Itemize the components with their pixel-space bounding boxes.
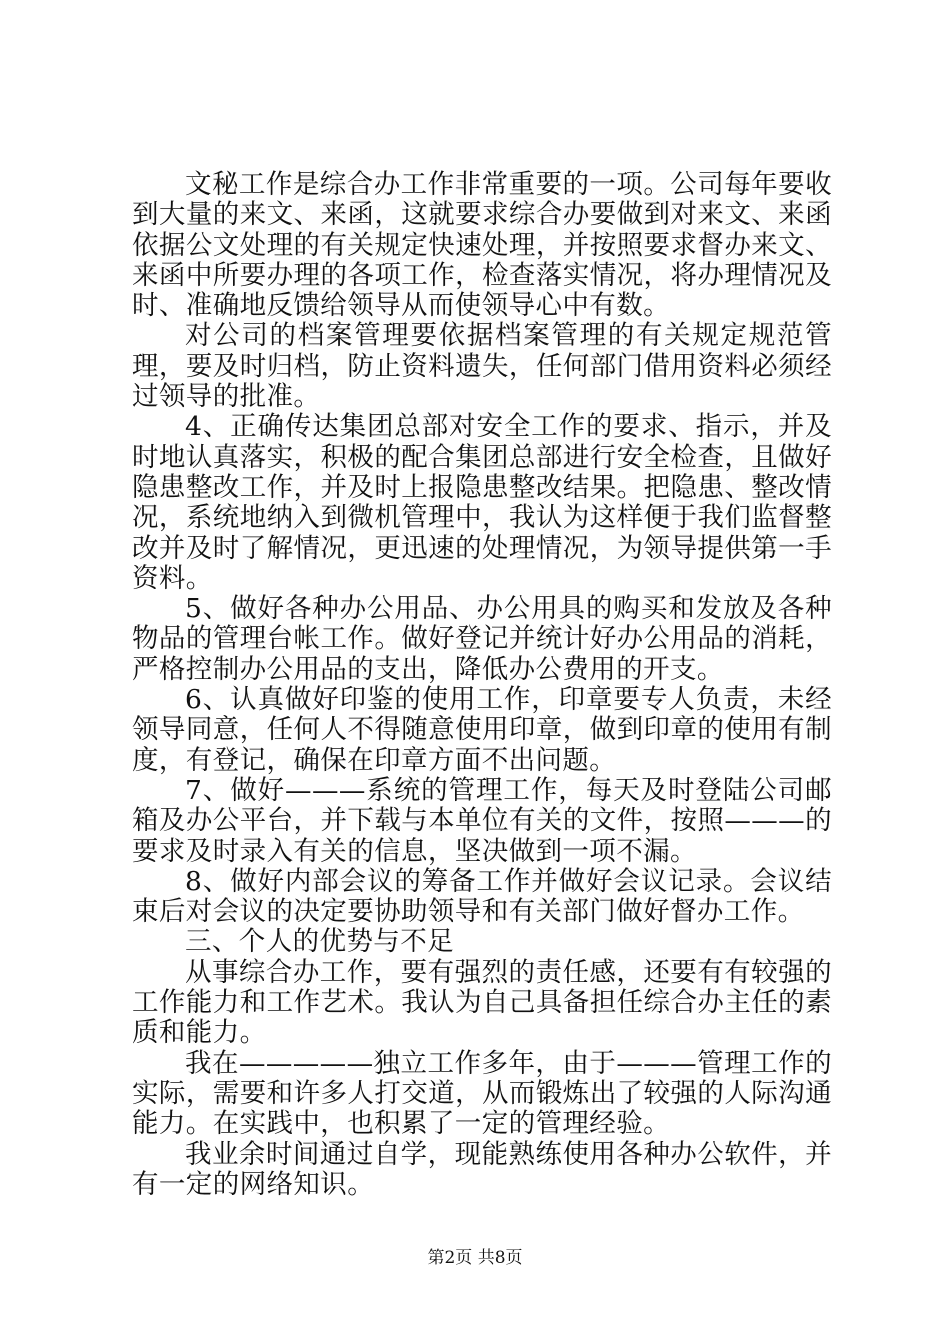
paragraph: 4、正确传达集团总部对安全工作的要求、指示，并及时地认真落实，积极的配合集团总部进行安全检查，且做好隐患整改工作，并及时上报隐患整改结果。把隐患、整改情况，系统地纳入到微机管理中，我认为这样便于我们监督整改并及时了解情况，更迅速的处理情况，为领导提供第一手资料。 bbox=[132, 411, 832, 594]
paragraph: 对公司的档案管理要依据档案管理的有关规定规范管理，要及时归档，防止资料遗失，任何部门借用资料必须经过领导的批准。 bbox=[132, 320, 832, 413]
page-footer: 第2页 共8页 bbox=[427, 1248, 523, 1268]
paragraph: 7、做好———系统的管理工作，每天及时登陆公司邮箱及办公平台，并下载与本单位有关的文件，按照———的要求及时录入有关的信息，坚决做到一项不漏。 bbox=[132, 774, 832, 867]
document-body bbox=[132, 170, 832, 1200]
paragraph: 6、认真做好印鉴的使用工作，印章要专人负责，未经领导同意，任何人不得随意使用印章，做到印章的使用有制度，有登记，确保在印章方面不出问题。 bbox=[132, 684, 832, 776]
paragraph: 8、做好内部会议的筹备工作并做好会议记录。会议结束后对会议的决定要协助领导和有关部门做好督办工作。 bbox=[132, 865, 832, 928]
paragraph: 我在—————独立工作多年，由于———管理工作的实际，需要和许多人打交道，从而锻炼出了较强的人际沟通能力。在实践中，也积累了一定的管理经验。 bbox=[132, 1047, 832, 1140]
paragraph: 5、做好各种办公用品、办公用具的购买和发放及各种物品的管理台帐工作。做好登记并统计好办公用品的消耗，严格控制办公用品的支出，降低办公费用的开支。 bbox=[132, 593, 832, 685]
section-heading: 三、个人的优势与不足 bbox=[185, 926, 454, 958]
paragraph: 从事综合办工作，要有强烈的责任感，还要有有较强的工作能力和工作艺术。我认为自己具备担任综合办主任的素质和能力。 bbox=[132, 956, 832, 1049]
paragraph: 我业余时间通过自学，现能熟练使用各种办公软件，并有一定的网络知识。 bbox=[132, 1138, 832, 1200]
paragraph: 文秘工作是综合办工作非常重要的一项。公司每年要收到大量的来文、来函，这就要求综合办要做到对来文、来函依据公文处理的有关规定快速处理，并按照要求督办来文、来函中所要办理的各项工作，检查落实情况，将办理情况及时、准确地反馈给领导从而使领导心中有数。 bbox=[132, 169, 832, 322]
